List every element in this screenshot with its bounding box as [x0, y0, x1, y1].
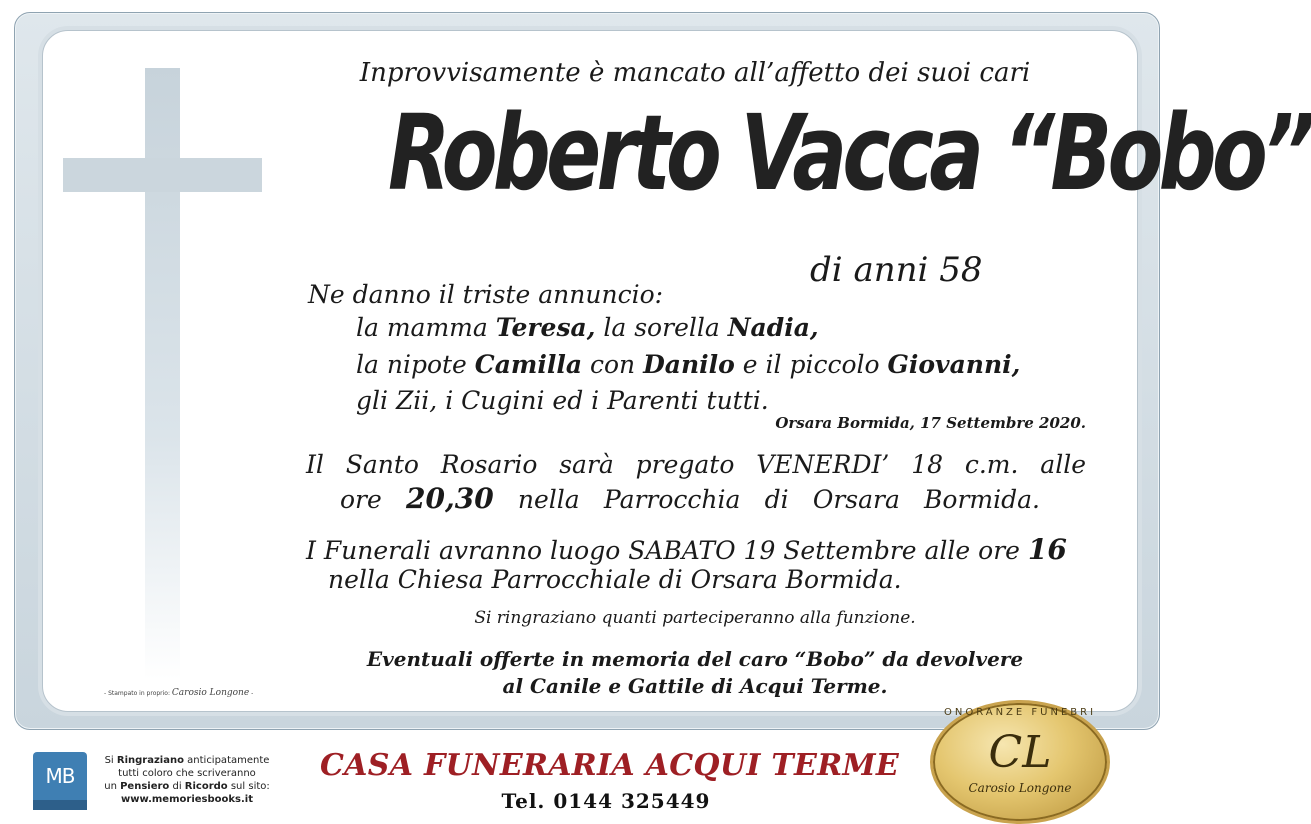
funeral-line-2: nella Chiesa Parrocchiale di Orsara Bormida.	[328, 565, 902, 594]
book-icon	[33, 800, 87, 810]
seal-ring-text: ONORANZE FUNEBRI	[943, 707, 1097, 718]
announcement-label: Ne danno il triste annuncio:	[308, 280, 664, 309]
family-line-2: la nipote Camilla con Danilo e il piccolo Giovanni,	[356, 350, 1021, 379]
thanks-text: Si ringraziano quanti parteciperanno alla funzione.	[474, 608, 916, 628]
place-date: Orsara Bormida, 17 Settembre 2020.	[775, 414, 1086, 432]
cross-horizontal	[63, 158, 262, 192]
phone-number: Tel. 0144 325449	[501, 789, 711, 813]
memories-books-logo	[33, 752, 87, 810]
funeral-line-1: I Funerali avranno luogo SABATO 19 Settembre alle ore 16	[306, 533, 1067, 566]
company-name: CASA FUNERARIA ACQUI TERME	[320, 748, 900, 783]
memories-books-text: Si Ringraziano anticipatamente tutti coloro che scriveranno un Pensiero di Ricordo sul sito: www.memoriesbooks.it	[104, 755, 270, 805]
seal-signature: Carosio Longone	[968, 781, 1072, 795]
offerings-text: Eventuali offerte in memoria del caro “Bobo” da devolvere al Canile e Gattile di Acqui Terme.	[366, 647, 1024, 698]
rosary-line-1: Il Santo Rosario sarà pregato VENERDI’ 18 c.m. alle	[306, 450, 1086, 479]
printer-credit: - Stampato in proprio: Carosio Longone -	[104, 688, 254, 698]
seal-monogram: CL	[988, 727, 1052, 778]
deceased-name: Roberto Vacca “Bobo”	[388, 92, 1311, 214]
funeral-home-seal	[930, 700, 1110, 824]
age-text: di anni 58	[810, 250, 983, 290]
family-line-3: gli Zii, i Cugini ed i Parenti tutti.	[356, 386, 769, 415]
memories-books-link[interactable]: www.memoriesbooks.it	[121, 794, 253, 805]
memories-books-logo-text: MB	[45, 764, 75, 788]
intro-text: Inprovvisamente è mancato all’affetto dei suoi cari	[359, 58, 1031, 88]
rosary-line-2: ore 20,30 nella Parrocchia di Orsara Bormida.	[340, 482, 1040, 515]
family-line-1: la mamma Teresa, la sorella Nadia,	[356, 313, 819, 342]
